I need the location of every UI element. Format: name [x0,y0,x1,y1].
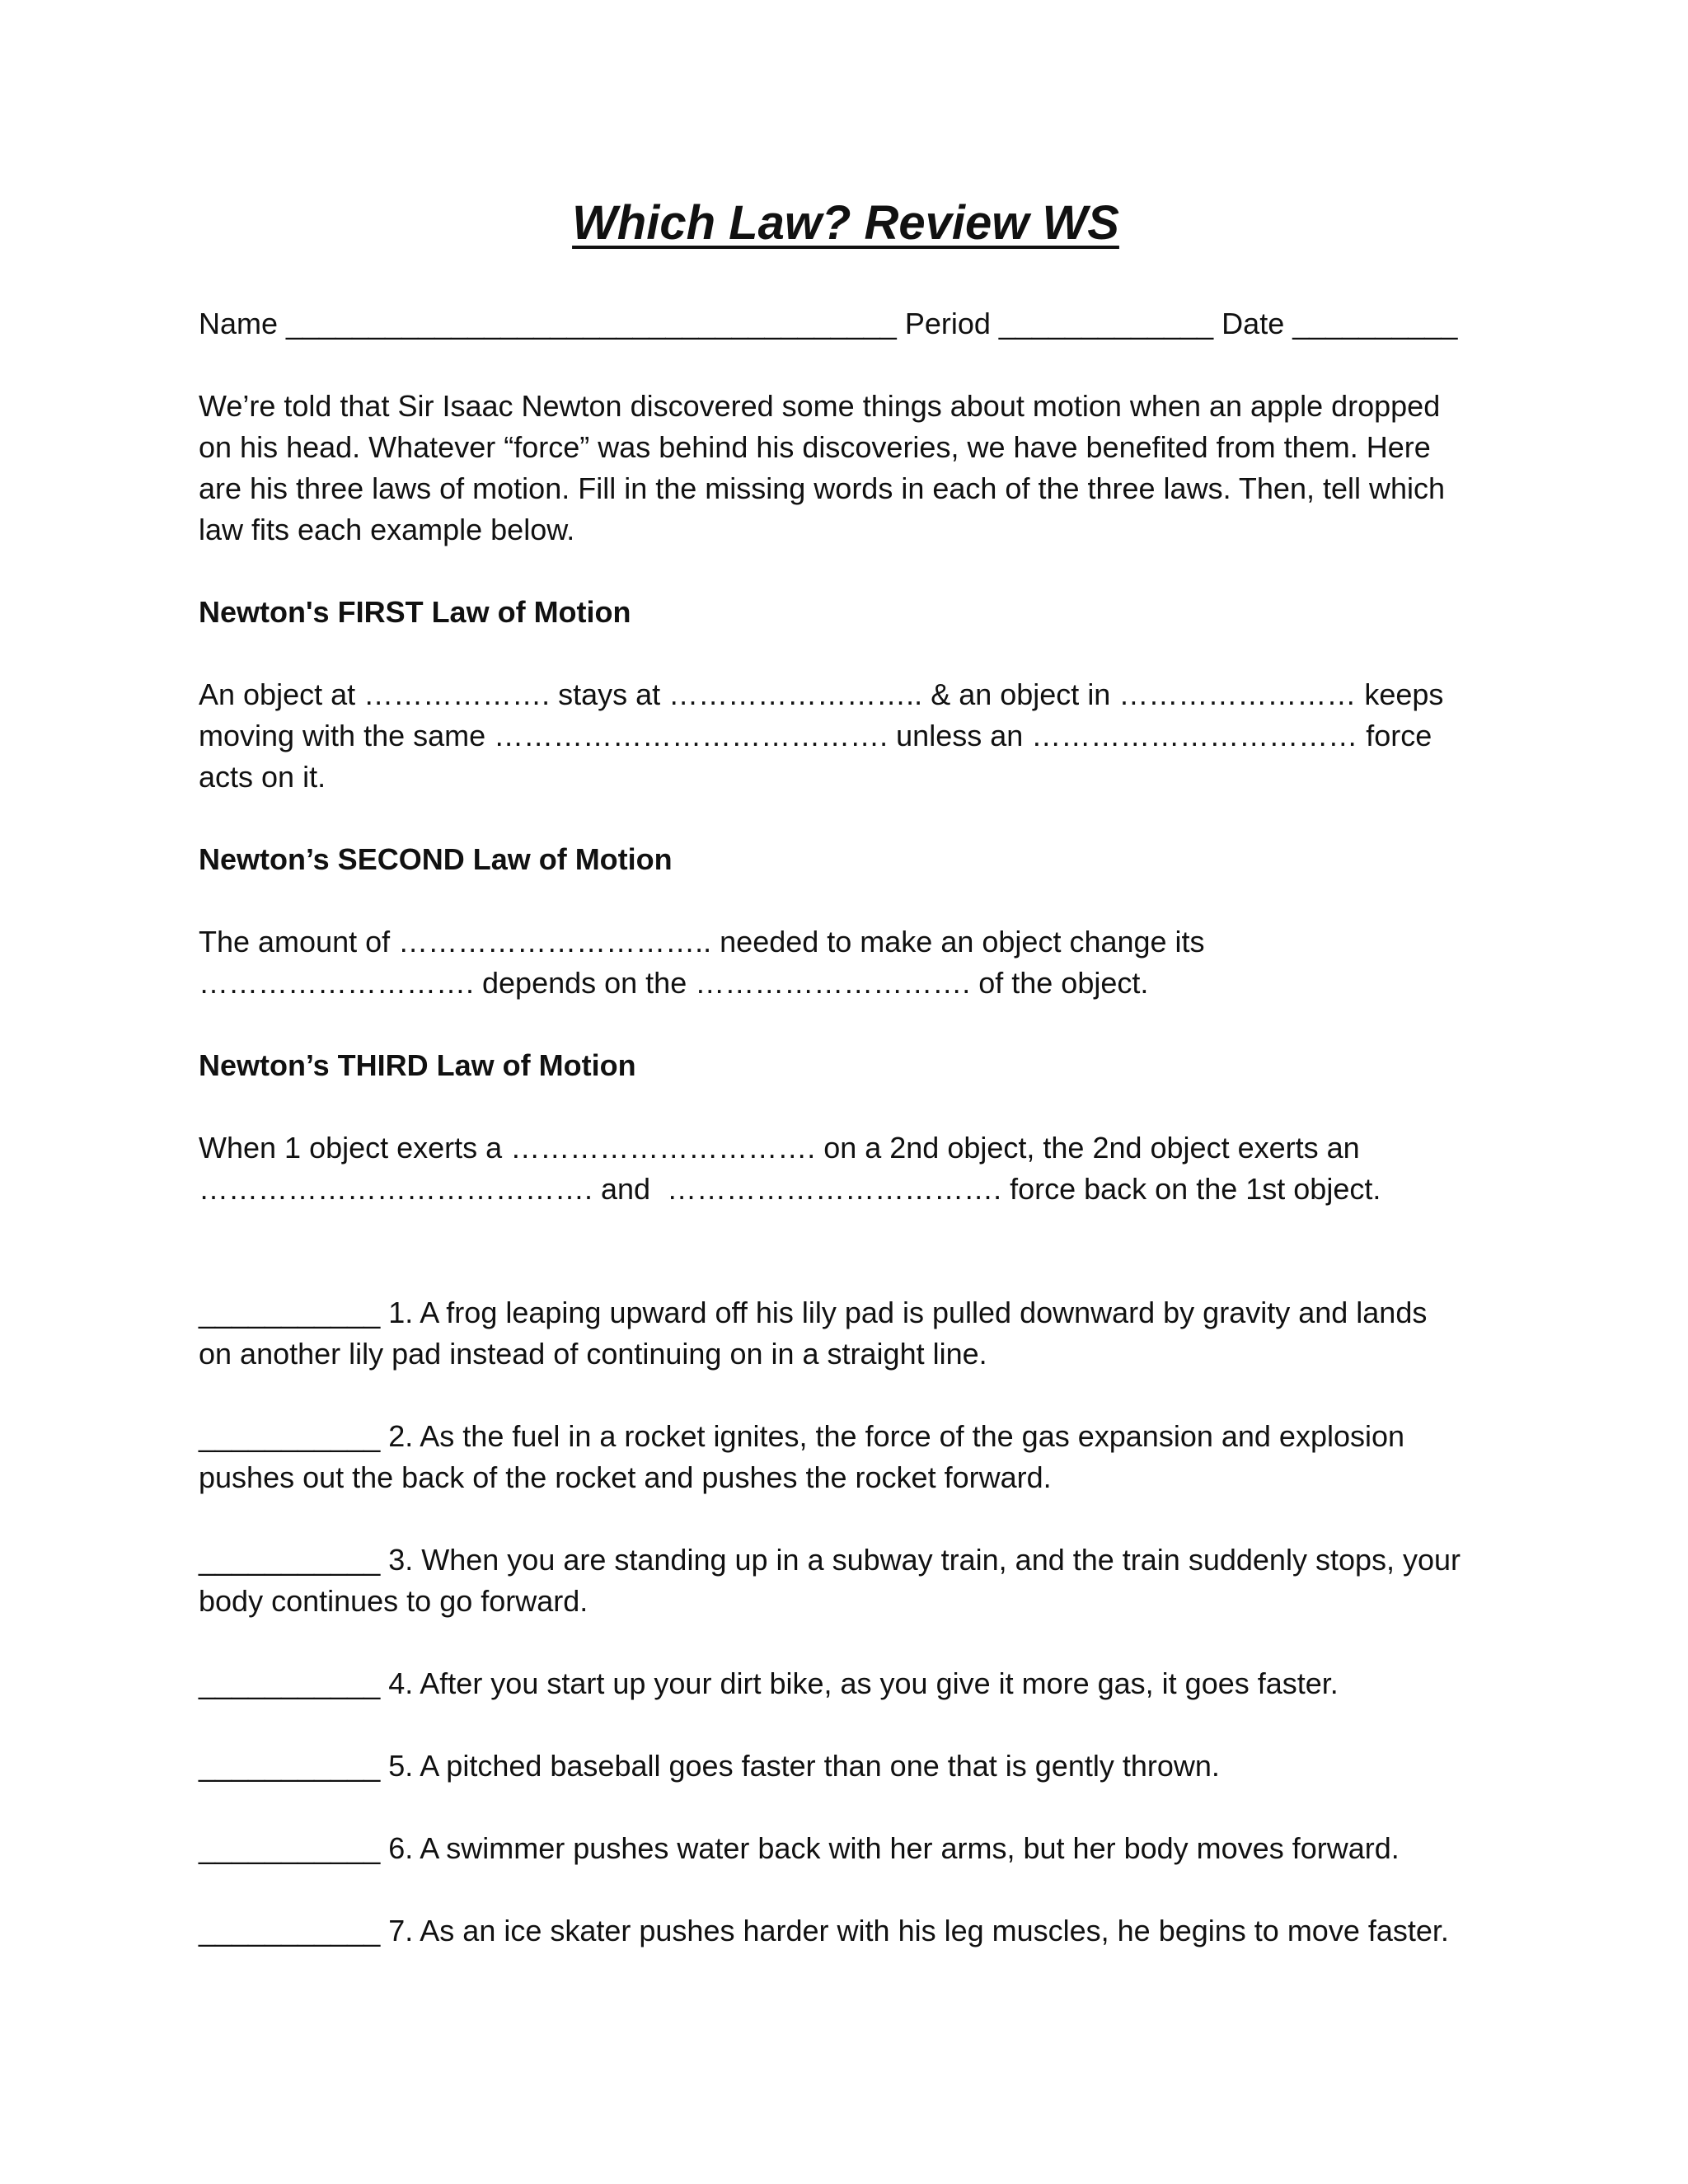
third-law-line: When 1 object exerts a …………………………. on a 2nd object, the 2nd object exerts an [199,1131,1360,1165]
second-law-line: ………………………. depends on the ………………………. of the object. [199,966,1149,1000]
intro-line: We’re told that Sir Isaac Newton discovered some things about motion when an apple dropped [199,389,1441,423]
question-text: ___________ 2. As the fuel in a rocket ignites, the force of the gas expansion and explosion [199,1419,1405,1453]
second-law-line: The amount of ………………………….. needed to make an object change its [199,925,1205,958]
name-period-date-line: Name _____________________________________ Period _____________ Date __________ [199,307,1458,340]
first-law-heading: Newton's FIRST Law of Motion [199,595,631,629]
question-text: ___________ 6. A swimmer pushes water back with her arms, but her body moves forward. [199,1831,1400,1865]
question-text: ___________ 7. As an ice skater pushes harder with his leg muscles, he begins to move faster. [199,1914,1449,1947]
intro-line: law fits each example below. [199,513,575,546]
first-law-line: An object at ………………. stays at …………………….. & an object in …………………… keeps [199,677,1444,711]
question-text: ___________ 3. When you are standing up in a subway train, and the train suddenly stops, your [199,1543,1461,1577]
question-text: body continues to go forward. [199,1584,588,1618]
question-text: ___________ 1. A frog leaping upward off his lily pad is pulled downward by gravity and lands [199,1296,1428,1329]
first-law-line: moving with the same …………………………………. unless an …………………………… force [199,719,1432,752]
second-law-heading: Newton’s SECOND Law of Motion [199,842,673,876]
question-text: pushes out the back of the rocket and pushes the rocket forward. [199,1460,1052,1494]
question-text: on another lily pad instead of continuing on in a straight line. [199,1337,987,1371]
question-text: ___________ 5. A pitched baseball goes faster than one that is gently thrown. [199,1749,1220,1783]
first-law-line: acts on it. [199,760,326,794]
intro-line: are his three laws of motion. Fill in the missing words in each of the three laws. Then, tell which [199,471,1446,505]
question-text: ___________ 4. After you start up your dirt bike, as you give it more gas, it goes faster. [199,1666,1339,1700]
worksheet-title: Which Law? Review WS [572,196,1119,250]
intro-line: on his head. Whatever “force” was behind his discoveries, we have benefited from them. Here [199,430,1431,464]
third-law-heading: Newton’s THIRD Law of Motion [199,1048,636,1082]
third-law-line: …………………………………. and ……………………………. force back on the 1st object. [199,1172,1381,1206]
